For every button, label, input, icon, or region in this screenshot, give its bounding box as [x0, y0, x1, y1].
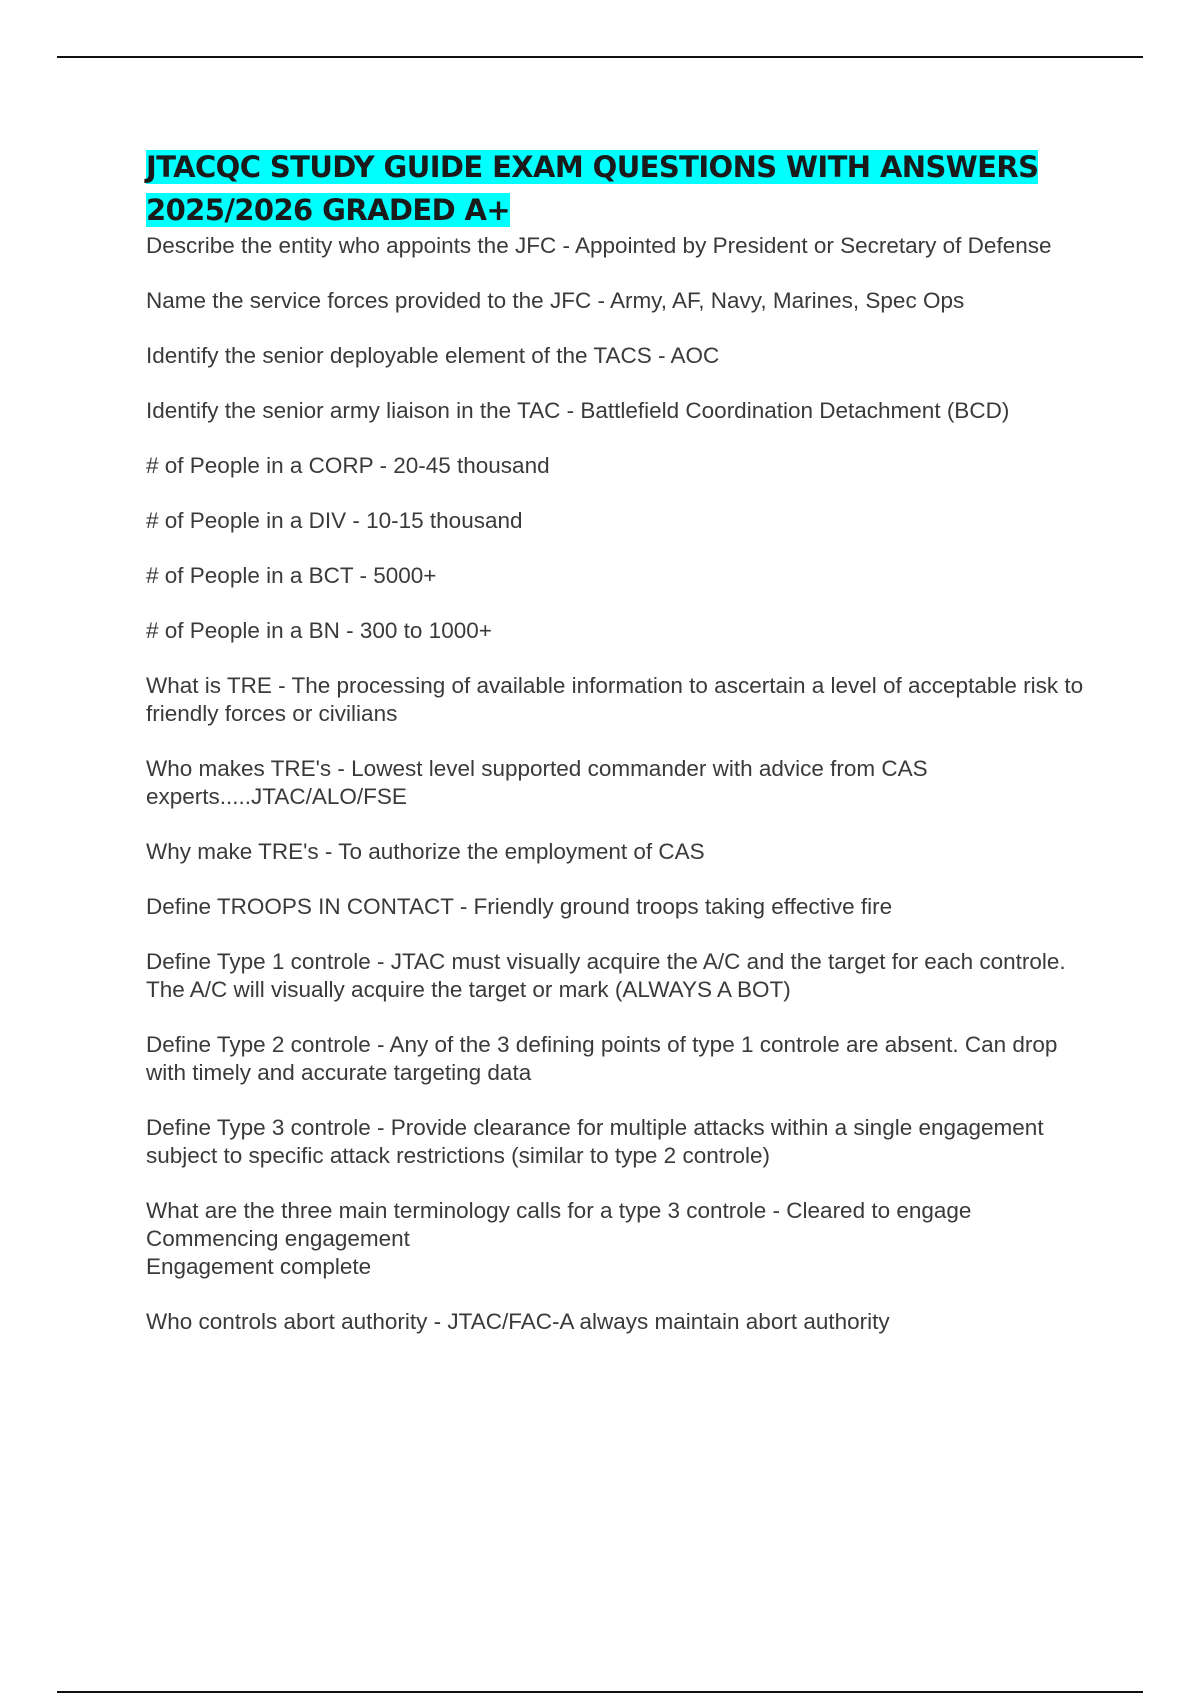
qa-item: Name the service forces provided to the JFC - Army, AF, Navy, Marines, Spec Ops	[146, 288, 965, 313]
qa-list	[146, 232, 1092, 1336]
qa-item: Identify the senior army liaison in the TAC - Battlefield Coordination Detachment (BCD)	[146, 398, 1010, 423]
qa-item: Why make TRE's - To authorize the employment of CAS	[146, 839, 705, 864]
qa-item: Who makes TRE's - Lowest level supported commander with advice from CAS experts.....JTAC/ALO/FSE	[146, 756, 928, 809]
document-body	[146, 146, 1092, 1363]
qa-item: Define Type 1 controle - JTAC must visually acquire the A/C and the target for each controle. The A/C will visually acquire the target or mark (ALWAYS A BOT)	[146, 949, 1066, 1002]
qa-item: What are the three main terminology calls for a type 3 controle - Cleared to engage Commencing engagement Engagement complete	[146, 1198, 972, 1279]
document-title	[146, 146, 1092, 232]
qa-item: Who controls abort authority - JTAC/FAC-A always maintain abort authority	[146, 1309, 890, 1334]
qa-item: Identify the senior deployable element of the TACS - AOC	[146, 343, 720, 368]
qa-item: Describe the entity who appoints the JFC - Appointed by President or Secretary of Defense	[146, 233, 1052, 258]
header-rule	[57, 56, 1143, 58]
qa-item: Define Type 2 controle - Any of the 3 defining points of type 1 controle are absent. Can drop with timely and accurate targeting data	[146, 1032, 1058, 1085]
qa-item: # of People in a BCT - 5000+	[146, 563, 437, 588]
qa-item: # of People in a DIV - 10-15 thousand	[146, 508, 523, 533]
qa-item: # of People in a CORP - 20-45 thousand	[146, 453, 550, 478]
qa-item: Define Type 3 controle - Provide clearance for multiple attacks within a single engagement subject to specific attack restrictions (similar to type 2 controle)	[146, 1115, 1044, 1168]
qa-item: What is TRE - The processing of available information to ascertain a level of acceptable risk to friendly forces or civilians	[146, 673, 1084, 726]
qa-item: Define TROOPS IN CONTACT - Friendly ground troops taking effective fire	[146, 894, 893, 919]
qa-item: # of People in a BN - 300 to 1000+	[146, 618, 492, 643]
document-title-highlight: JTACQC STUDY GUIDE EXAM QUESTIONS WITH ANSWERS 2025/2026 GRADED A+	[146, 150, 1039, 227]
footer-rule	[57, 1691, 1143, 1693]
